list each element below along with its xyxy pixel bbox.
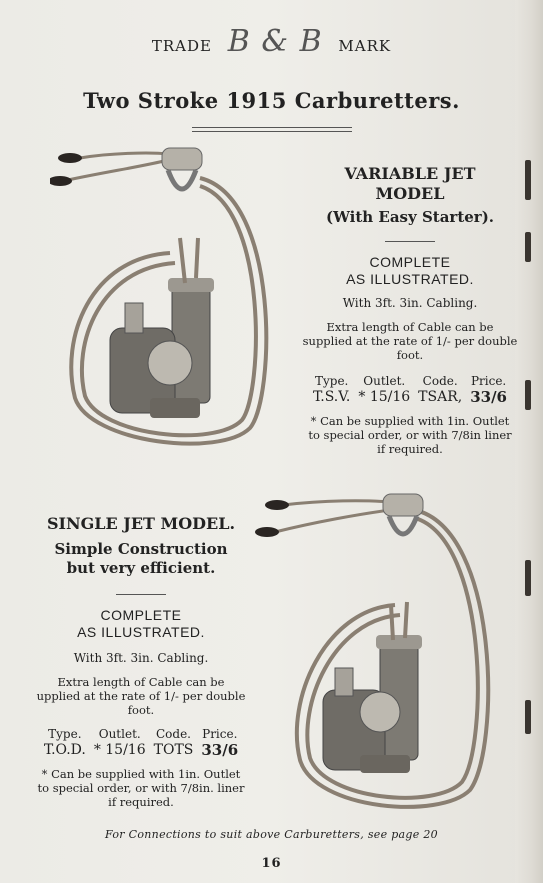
page-title: Two Stroke 1915 Carburetters.: [83, 88, 460, 113]
outlet-note-line3: if required.: [108, 795, 174, 809]
extra-cable-line2: upplied at the rate of 1/- per double: [36, 689, 246, 703]
extra-cable-line3: foot.: [396, 348, 424, 362]
outlet-note-line2: to special order, or with 7/8in. liner: [37, 781, 245, 795]
col-outlet: Outlet.: [363, 374, 406, 388]
cell-code: TOTS: [153, 742, 194, 758]
outlet-note-line2: to special order, or with 7/8in liner: [308, 428, 512, 442]
binding-stitch: [525, 160, 531, 200]
col-type: Type.: [48, 727, 82, 741]
connections-note: For Connections to suit above Carburetters, see page 20: [105, 828, 438, 841]
variable-jet-heading-model: MODEL: [375, 184, 445, 203]
variable-jet-spec-table: [309, 374, 511, 406]
single-jet-carburettor-illustration: [255, 490, 505, 820]
single-jet-heading: SINGLE JET MODEL.: [46, 514, 236, 533]
col-price: Price.: [202, 727, 238, 741]
trademark-line: [0, 24, 543, 59]
as-illustrated-label: AS ILLUSTRATED.: [77, 624, 205, 640]
title-rule: [192, 127, 352, 128]
mark-label: MARK: [338, 37, 392, 55]
extra-cable-line1: Extra length of Cable can be: [326, 320, 494, 334]
variable-jet-carburettor-illustration: [50, 138, 290, 468]
cabling-text: With 3ft. 3in. Cabling.: [342, 296, 478, 310]
extra-cable-line1: Extra length of Cable can be: [57, 675, 225, 689]
trade-label: TRADE: [151, 37, 212, 55]
binding-stitch: [525, 700, 531, 734]
section-rule: [385, 241, 435, 242]
cell-outlet: * 15/16: [93, 742, 146, 758]
cell-type: T.O.D.: [43, 742, 86, 758]
section-rule: [116, 594, 166, 595]
bb-logo: B & B: [227, 24, 323, 59]
cell-code: TSAR,: [418, 389, 463, 405]
binding-stitch: [525, 560, 531, 596]
cell-type: T.S.V.: [312, 389, 351, 405]
col-price: Price.: [470, 374, 507, 388]
cell-price: 33/6: [470, 388, 507, 406]
title-rule: [192, 131, 352, 132]
extra-cable-line2: supplied at the rate of 1/- per double: [302, 334, 518, 348]
as-illustrated-label: AS ILLUSTRATED.: [346, 271, 474, 287]
single-jet-sub-line1: Simple Construction: [54, 540, 228, 558]
variable-jet-block: [300, 164, 520, 456]
complete-label: COMPLETE: [100, 607, 182, 623]
complete-label: COMPLETE: [369, 254, 451, 270]
single-jet-spec-table: [40, 727, 242, 759]
col-code: Code.: [422, 374, 458, 388]
col-type: Type.: [314, 374, 349, 388]
cell-outlet: * 15/16: [358, 389, 411, 405]
single-jet-block: [30, 514, 252, 809]
col-code: Code.: [155, 727, 191, 741]
page-number: 16: [261, 856, 282, 871]
binding-stitch: [525, 232, 531, 262]
outlet-note-line1: * Can be supplied with 1in. Outlet: [41, 767, 241, 781]
extra-cable-line3: foot.: [127, 703, 155, 717]
binding-stitch: [525, 380, 531, 410]
outlet-note-line3: if required.: [377, 442, 443, 456]
cell-price: 33/6: [201, 741, 239, 759]
variable-jet-heading: VARIABLE JET: [344, 164, 476, 183]
cabling-text: With 3ft. 3in. Cabling.: [73, 651, 209, 665]
outlet-note-line1: * Can be supplied with 1in. Outlet: [310, 414, 510, 428]
col-outlet: Outlet.: [98, 727, 141, 741]
variable-jet-subheading: (With Easy Starter).: [325, 208, 495, 226]
single-jet-sub-line2: but very efficient.: [66, 559, 216, 577]
